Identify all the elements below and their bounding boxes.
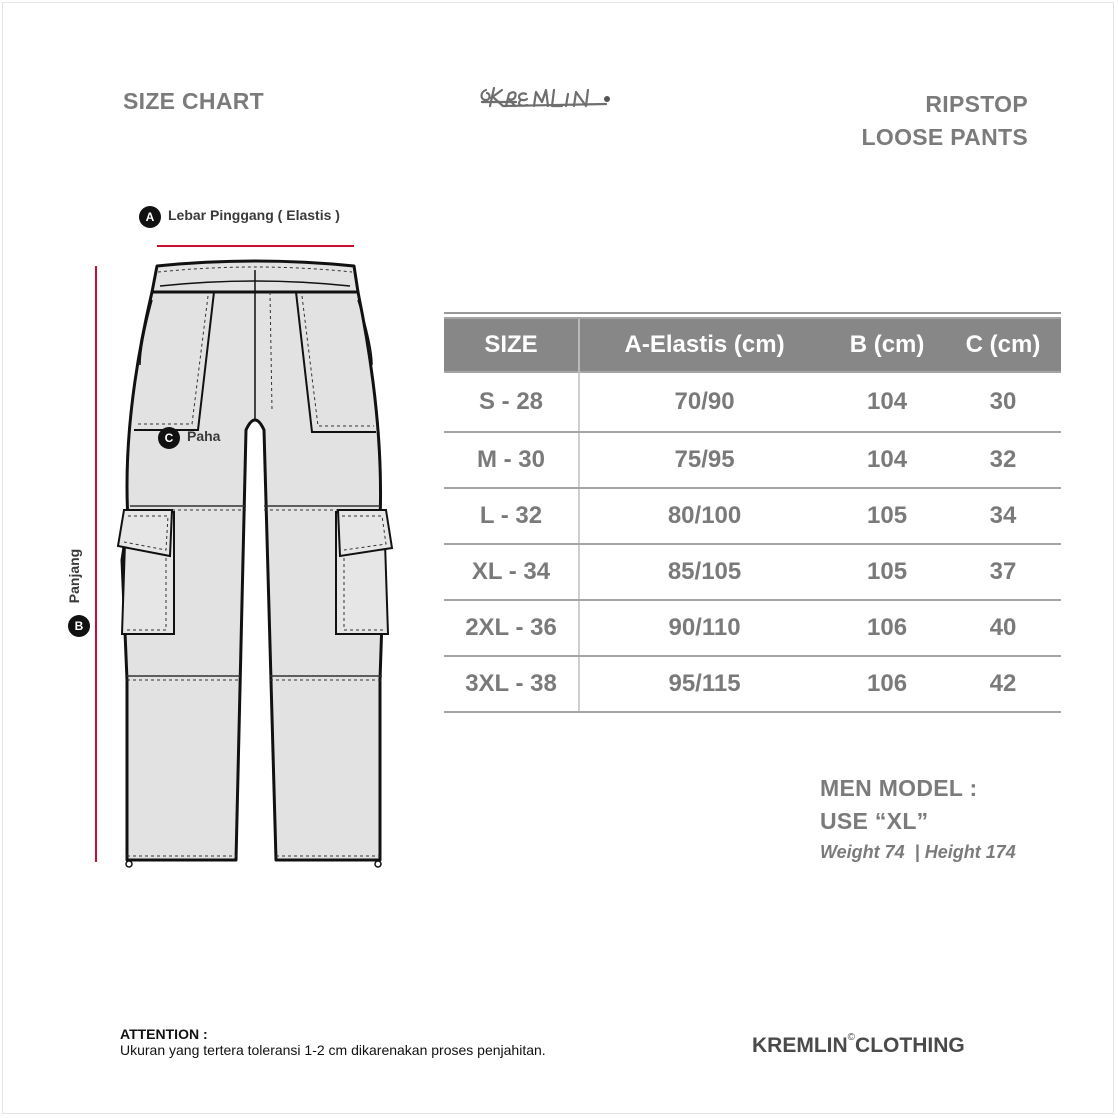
header-b: B (cm) — [829, 318, 945, 372]
cell-b: 104 — [829, 432, 945, 488]
header-a: A-Elastis (cm) — [579, 318, 829, 372]
cell-c: 42 — [945, 656, 1061, 712]
product-title-line2: LOOSE PANTS — [861, 124, 1028, 150]
label-c-badge: C — [158, 427, 180, 449]
table-header-row — [444, 318, 1061, 372]
pants-diagram — [0, 0, 450, 900]
header-size: SIZE — [444, 318, 579, 372]
model-measurements: Weight 74 | Height 174 — [820, 842, 1016, 862]
model-line1: MEN MODEL : — [820, 775, 978, 801]
table-row — [444, 600, 1061, 656]
label-c-text: Paha — [187, 428, 221, 444]
header-c: C (cm) — [945, 318, 1061, 372]
cell-size: XL - 34 — [444, 544, 579, 600]
label-a-badge: A — [139, 206, 161, 228]
brand-footer — [752, 1034, 965, 1058]
model-info — [820, 772, 1016, 863]
table-row — [444, 432, 1061, 488]
cell-a: 70/90 — [579, 372, 829, 432]
cell-a: 90/110 — [579, 600, 829, 656]
size-chart-title: SIZE CHART — [123, 88, 264, 114]
size-table — [444, 312, 1061, 713]
table-row — [444, 544, 1061, 600]
cell-size: L - 32 — [444, 488, 579, 544]
cell-b: 104 — [829, 372, 945, 432]
attention-note — [120, 1026, 546, 1058]
cell-b: 106 — [829, 656, 945, 712]
cell-c: 30 — [945, 372, 1061, 432]
label-b-badge: B — [68, 615, 90, 637]
cell-size: 2XL - 36 — [444, 600, 579, 656]
label-a-text: Lebar Pinggang ( Elastis ) — [168, 207, 340, 223]
brand-name-left: KREMLIN — [752, 1034, 848, 1057]
model-line2: USE “XL” — [820, 808, 929, 834]
cell-a: 75/95 — [579, 432, 829, 488]
brand-copyright-mark: © — [847, 1032, 856, 1043]
cell-c: 32 — [945, 432, 1061, 488]
kremlin-signature-logo — [476, 80, 646, 116]
cell-c: 40 — [945, 600, 1061, 656]
brand-name-right: CLOTHING — [855, 1034, 965, 1057]
cell-b: 106 — [829, 600, 945, 656]
cell-a: 80/100 — [579, 488, 829, 544]
label-b-text: Panjang — [66, 548, 83, 604]
cell-b: 105 — [829, 488, 945, 544]
cell-a: 95/115 — [579, 656, 829, 712]
cell-size: S - 28 — [444, 372, 579, 432]
cell-size: 3XL - 38 — [444, 656, 579, 712]
cell-c: 37 — [945, 544, 1061, 600]
table-row — [444, 488, 1061, 544]
table-row — [444, 372, 1061, 432]
product-title-line1: RIPSTOP — [925, 91, 1028, 117]
table-row — [444, 656, 1061, 712]
cell-a: 85/105 — [579, 544, 829, 600]
attention-title: ATTENTION : — [120, 1026, 208, 1042]
cell-b: 105 — [829, 544, 945, 600]
product-title — [862, 88, 1028, 154]
cell-c: 34 — [945, 488, 1061, 544]
attention-text: Ukuran yang tertera toleransi 1-2 cm dikarenakan proses penjahitan. — [120, 1042, 546, 1058]
cell-size: M - 30 — [444, 432, 579, 488]
